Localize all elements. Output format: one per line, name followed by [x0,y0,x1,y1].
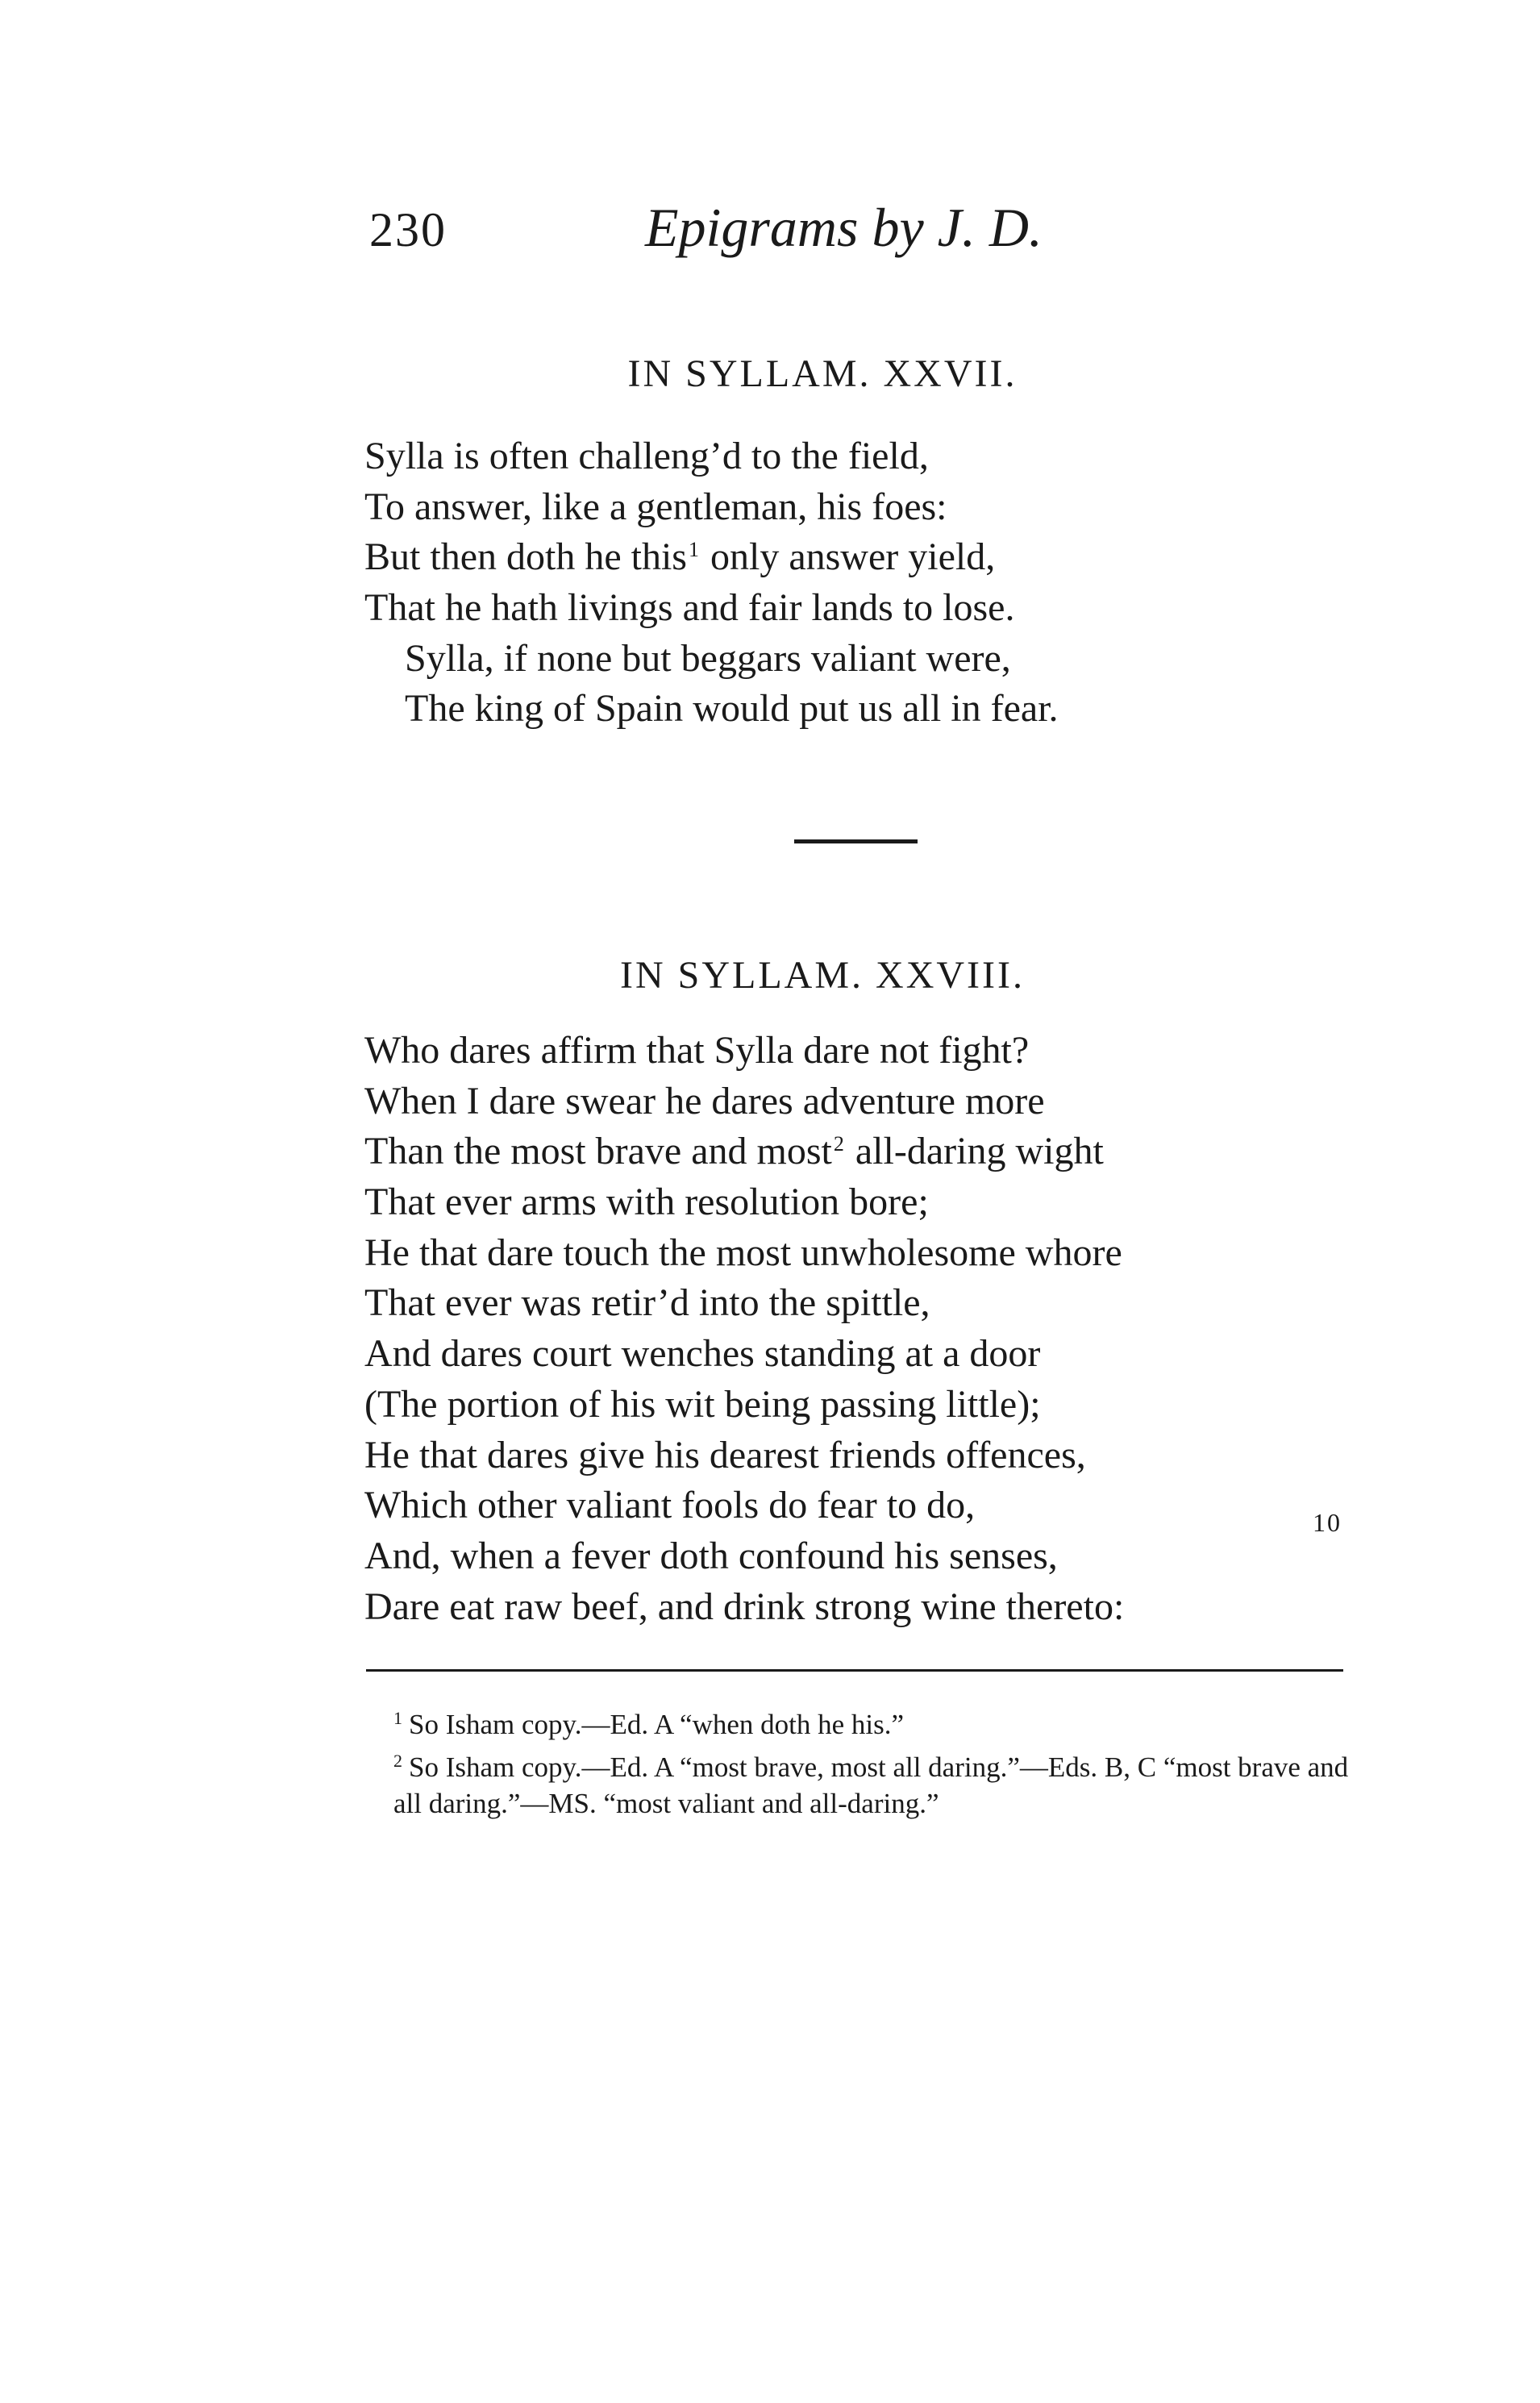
poem-line-text: That ever was retir’d into the spittle, [364,1281,930,1325]
footnote [366,1743,1350,1822]
epigram-heading: IN SYLLAM. XXVII. [627,352,1018,395]
poem-line-text: He that dares give his dearest friends offences, [364,1433,1086,1476]
footnote-rule [366,1669,1343,1672]
poem-line-text: Who dares affirm that Sylla dare not fight? [364,1029,1030,1072]
running-title: Epigrams by J. D. [645,197,1043,258]
poem-line-text: Which other valiant fools do fear to do, [364,1484,976,1527]
poem-line-text: And, when a fever doth confound his senses, [364,1534,1058,1577]
poem-line [364,1278,1124,1329]
footnote-marker: 2 [393,1751,402,1771]
footnote-text: So Isham copy.—Ed. A “when doth he his.” [409,1709,905,1740]
poem-line [364,1026,1124,1077]
poem-line-text: Dare eat raw beef, and drink strong wine thereto: [364,1585,1125,1628]
poem-line [364,583,1059,634]
footnote-marker: 1 [393,1708,402,1728]
poem-line-text: only answer yield, [700,535,996,579]
poem-line [364,684,1059,735]
poem-line-text: When I dare swear he dares adventure more [364,1079,1045,1122]
poem-line [364,1177,1124,1228]
footnotes [366,1700,1350,1822]
poem-line [364,1481,1124,1531]
page-number: 230 [369,203,447,256]
poem-line [364,1329,1124,1380]
poem-line-text: Sylla, if none but beggars valiant were, [405,636,1011,680]
footnote [366,1700,1350,1743]
poem-line-text: To answer, like a gentleman, his foes: [364,485,947,528]
poem-line [364,1127,1124,1177]
poem-line-text: But then doth he this [364,535,687,579]
poem-line-text: all-daring wight [845,1130,1104,1173]
footnote-reference[interactable]: 1 [688,538,699,562]
poem-line-text: He that dare touch the most unwholesome whore [364,1231,1122,1274]
poem-line-text: The king of Spain would put us all in fear. [405,687,1059,731]
footnote-reference[interactable]: 2 [833,1132,844,1156]
poem-line-text: That he hath livings and fair lands to lose. [364,586,1015,630]
line-number: 10 [1313,1508,1342,1537]
epigram-heading: IN SYLLAM. XXVIII. [620,954,1025,997]
poem-line [364,1431,1124,1481]
poem-line [364,532,1059,583]
poem-line-text: That ever arms with resolution bore; [364,1181,929,1224]
poem-line [364,1228,1124,1279]
poem-line [364,634,1059,685]
poem-line [364,1531,1124,1582]
poem-line-text: Sylla is often challeng’d to the field, [364,435,929,477]
poem-line-text: Than the most brave and most [364,1130,832,1173]
poem-line [364,1582,1124,1633]
footnote-text: So Isham copy.—Ed. A “most brave, most all daring.”—Eds. B, C “most brave and all daring.”—MS. “most valiant and all-daring.” [393,1751,1349,1819]
poem-line [364,1077,1124,1127]
epigram-body [364,1026,1124,1632]
epigram-body [364,431,1059,735]
poem-line-text: And dares court wenches standing at a door [364,1332,1041,1376]
section-divider [794,839,918,843]
poem-line [364,482,1059,533]
poem-line-text: (The portion of his wit being passing little); [364,1382,1041,1426]
poem-line [364,1380,1124,1431]
poem-line [364,431,1059,482]
